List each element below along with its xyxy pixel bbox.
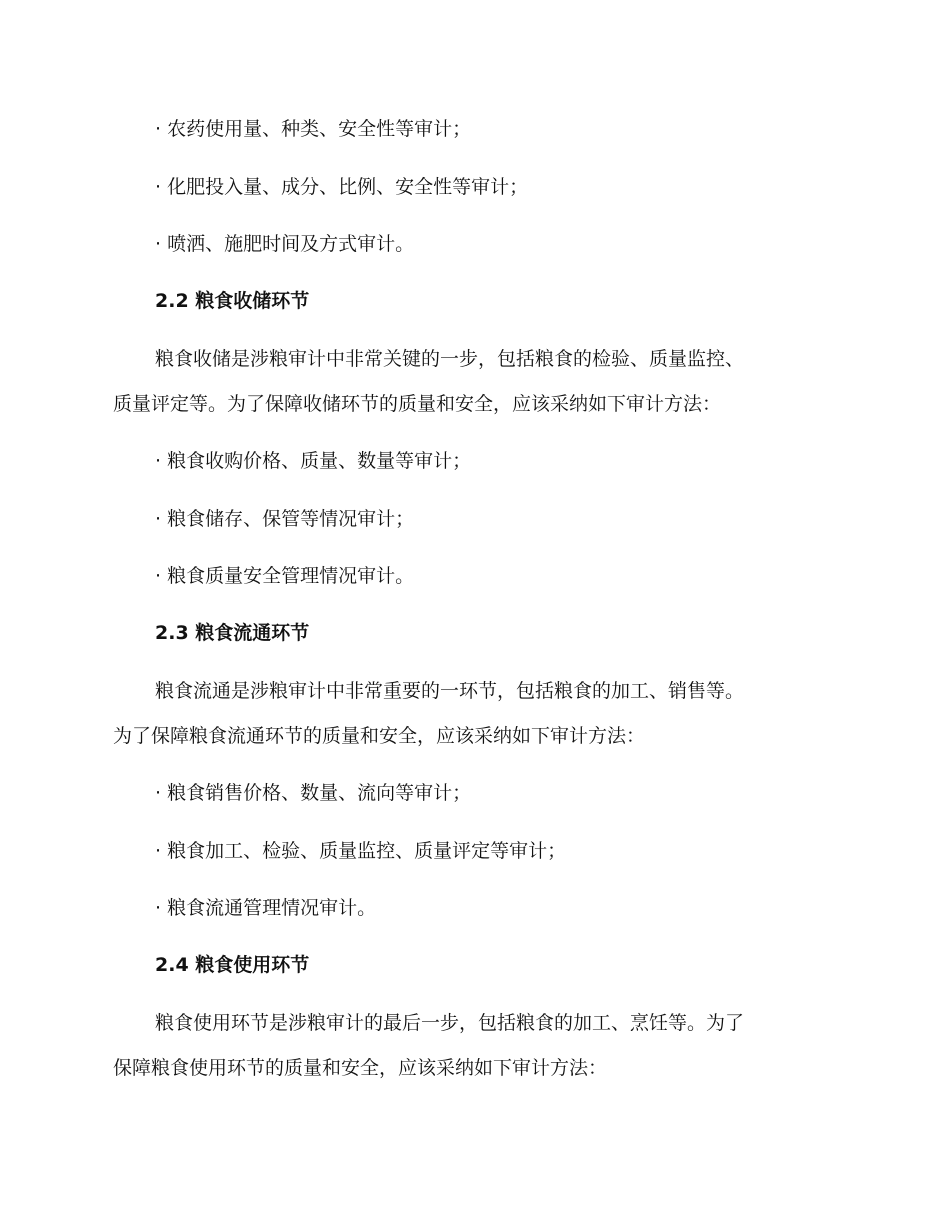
paragraph-2-3-line-2: 为了保障粮食流通环节的质量和安全，应该采纳如下审计方法：: [113, 725, 646, 747]
paragraph-2-3-line-1: 粮食流通是涉粮审计中非常重要的一环节，包括粮食的加工、销售等。: [155, 680, 745, 702]
bullet-purchase-audit: · 粮食收购价格、质量、数量等审计；: [155, 450, 472, 472]
bullet-pesticide-audit: · 农药使用量、种类、安全性等审计；: [155, 118, 472, 140]
bullet-processing-audit: · 粮食加工、检验、质量监控、质量评定等审计；: [155, 840, 567, 862]
bullet-fertilizer-audit: · 化肥投入量、成分、比例、安全性等审计；: [155, 176, 529, 198]
paragraph-2-4-line-2: 保障粮食使用环节的质量和安全，应该采纳如下审计方法：: [113, 1057, 608, 1079]
bullet-storage-audit: · 粮食储存、保管等情况审计；: [155, 508, 415, 530]
bullet-quality-safety-audit: · 粮食质量安全管理情况审计。: [155, 565, 415, 587]
bullet-spraying-audit: · 喷洒、施肥时间及方式审计。: [155, 233, 415, 255]
paragraph-2-2-line-1: 粮食收储是涉粮审计中非常关键的一步，包括粮食的检验、质量监控、: [155, 348, 745, 370]
paragraph-2-2-line-2: 质量评定等。为了保障收储环节的质量和安全，应该采纳如下审计方法：: [113, 393, 722, 415]
bullet-sales-audit: · 粮食销售价格、数量、流向等审计；: [155, 782, 472, 804]
section-heading-2-3: 2.3 粮食流通环节: [155, 622, 310, 644]
section-heading-2-4: 2.4 粮食使用环节: [155, 954, 310, 976]
bullet-circulation-audit: · 粮食流通管理情况审计。: [155, 897, 377, 919]
section-heading-2-2: 2.2 粮食收储环节: [155, 290, 310, 312]
paragraph-2-4-line-1: 粮食使用环节是涉粮审计的最后一步，包括粮食的加工、烹饪等。为了: [155, 1012, 745, 1034]
